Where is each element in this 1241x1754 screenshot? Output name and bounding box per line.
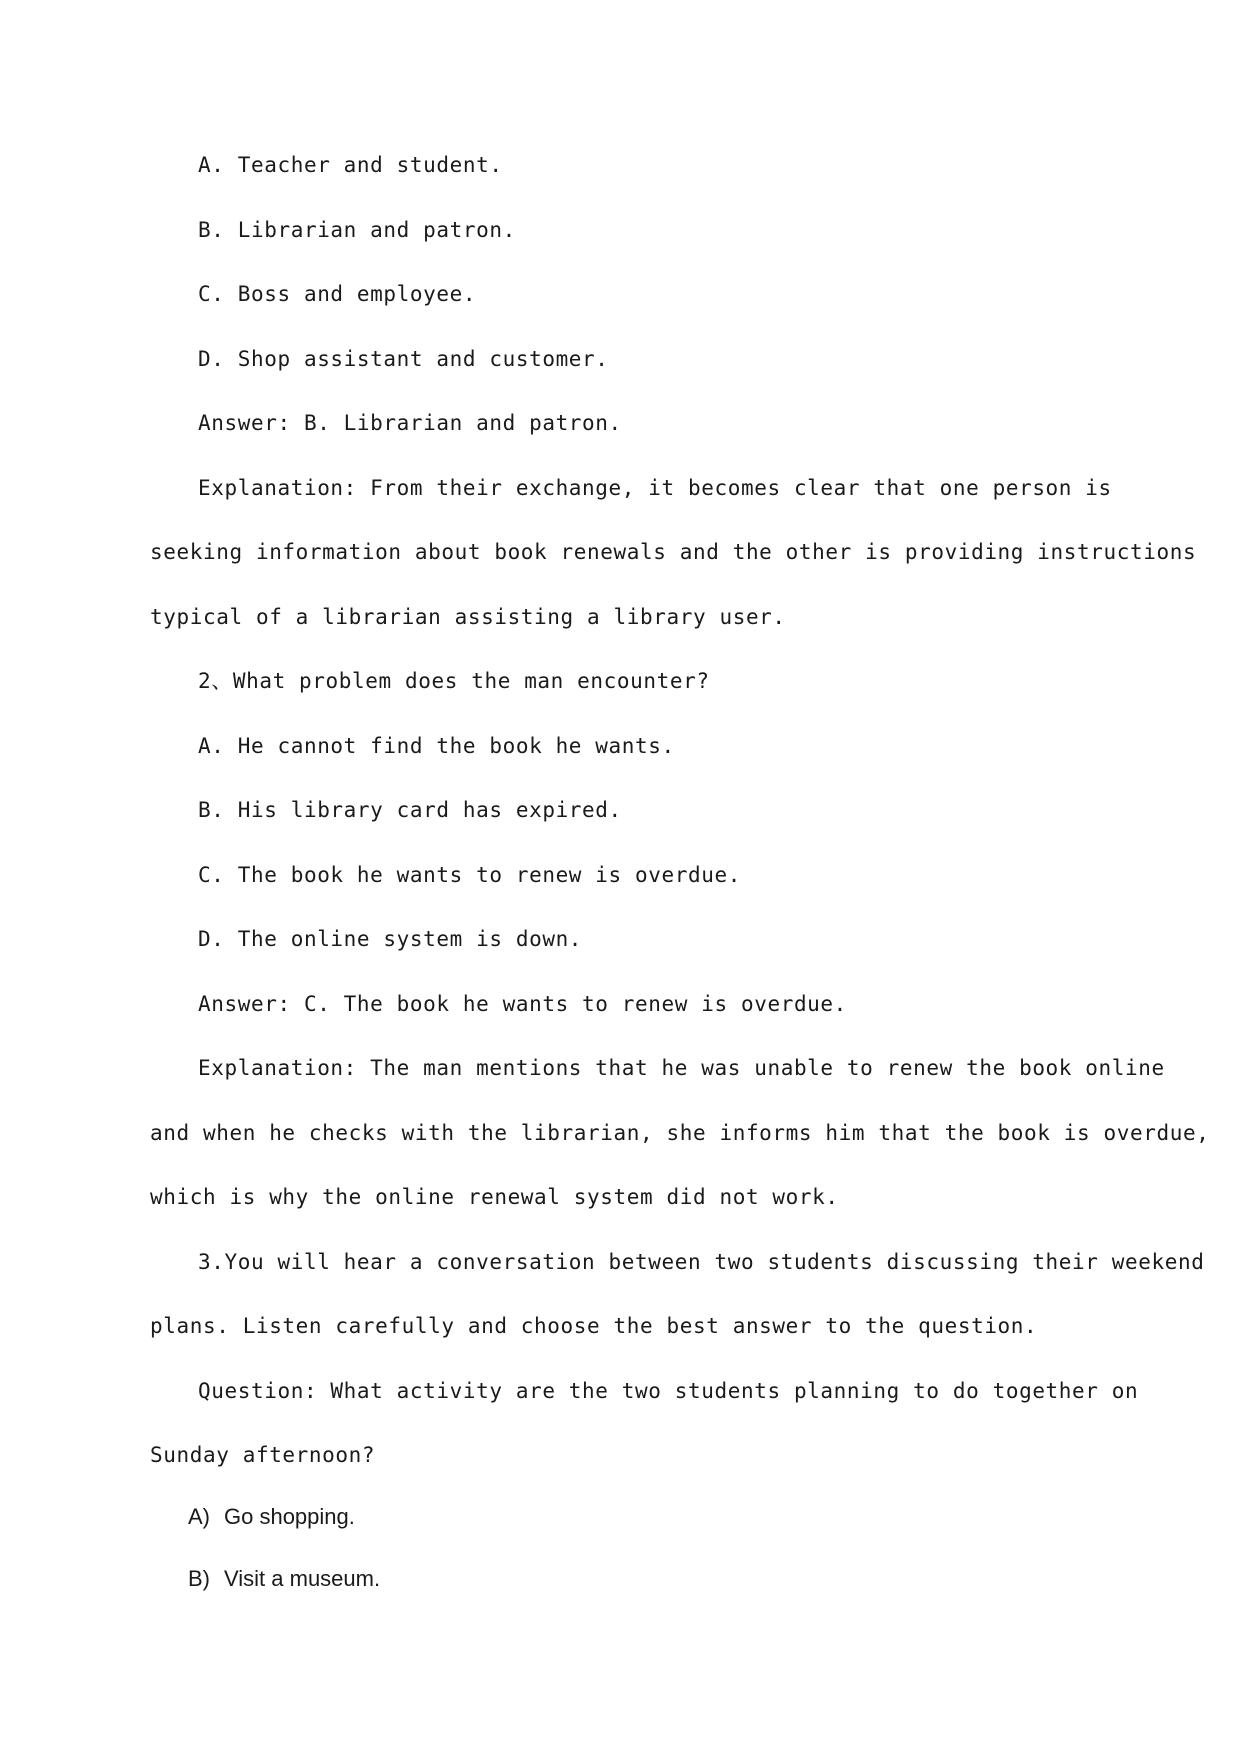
q1-explanation-line-2: seeking information about book renewals and the other is providing instructions bbox=[150, 540, 1197, 564]
q1-option-c: C. Boss and employee. bbox=[198, 282, 477, 306]
q3-option-a-letter: A) bbox=[188, 1504, 210, 1529]
q3-intro-line-2: plans. Listen carefully and choose the best answer to the question. bbox=[150, 1314, 1038, 1338]
q1-explanation-line-1: Explanation: From their exchange, it becomes clear that one person is bbox=[198, 476, 1112, 500]
q3-question-line-2: Sunday afternoon? bbox=[150, 1443, 376, 1467]
q2-option-b: B. His library card has expired. bbox=[198, 798, 622, 822]
q1-option-a: A. Teacher and student. bbox=[198, 153, 503, 177]
q2-option-a: A. He cannot find the book he wants. bbox=[198, 734, 675, 758]
q2-explanation-line-1: Explanation: The man mentions that he was unable to renew the book online bbox=[198, 1056, 1165, 1080]
q3-option-b-text: Visit a museum. bbox=[224, 1566, 381, 1591]
q2-option-d: D. The online system is down. bbox=[198, 927, 583, 951]
q1-option-b: B. Librarian and patron. bbox=[198, 218, 516, 242]
q1-answer: Answer: B. Librarian and patron. bbox=[198, 411, 622, 435]
q2-option-c: C. The book he wants to renew is overdue. bbox=[198, 863, 741, 887]
q1-explanation-line-3: typical of a librarian assisting a library user. bbox=[150, 605, 786, 629]
q3-question-line-1: Question: What activity are the two students planning to do together on bbox=[198, 1379, 1139, 1403]
q1-option-d: D. Shop assistant and customer. bbox=[198, 347, 609, 371]
q2-explanation-line-3: which is why the online renewal system did not work. bbox=[150, 1185, 839, 1209]
q3-option-b-letter: B) bbox=[188, 1566, 210, 1591]
q3-intro-line-1: 3.You will hear a conversation between two students discussing their weekend bbox=[198, 1250, 1205, 1274]
q2-explanation-line-2: and when he checks with the librarian, she informs him that the book is overdue, bbox=[150, 1121, 1210, 1145]
q2-answer: Answer: C. The book he wants to renew is overdue. bbox=[198, 992, 847, 1016]
q3-option-a-text: Go shopping. bbox=[224, 1504, 355, 1529]
q2-question: 2、What problem does the man encounter? bbox=[198, 669, 710, 693]
